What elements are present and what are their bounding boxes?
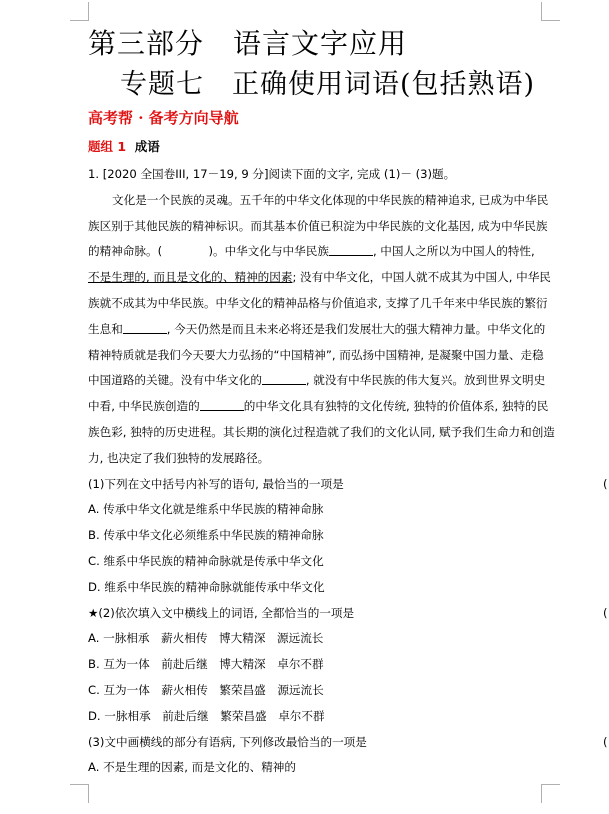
passage-line	[88, 394, 558, 420]
passage-text: 中国道路的关键。没有中华文化的	[88, 373, 262, 388]
answer-option: B. 传承中华文化必须维系中华民族的精神命脉	[88, 528, 324, 543]
passage-line	[88, 446, 558, 472]
group-topic: 成语	[134, 139, 160, 154]
answer-option: D. 维系中华民族的精神命脉就能传承中华文化	[88, 579, 325, 594]
question-text: (1)下列在文中括号内补写的语句, 最恰当的一项是	[88, 476, 344, 491]
passage-text: 的精神命脉。( )。中华文化与中华民族	[88, 244, 329, 259]
answer-option: C. 互为一体 薪火相传 繁荣昌盛 源远流长	[88, 682, 324, 697]
passage-text: , 今天仍然是而且未来必将还是我们发展壮大的强大精神力量。中华文化的	[166, 321, 546, 336]
passage-line	[88, 265, 558, 291]
passage-text: 精神特质就是我们今天要大力弘扬的“中国精神”, 而弘扬中国精神, 是凝聚中国力量、走稳	[88, 347, 544, 362]
page-corner-mark	[70, 784, 89, 803]
question-stem	[88, 472, 608, 498]
chapter-title: 专题七 正确使用词语(包括熟语)	[120, 69, 536, 100]
answer-option: D. 一脉相承 前赴后继 繁荣昌盛 卓尔不群	[88, 708, 325, 723]
group-label: 题组 1	[88, 139, 127, 154]
answer-option: A. 传承中华文化就是维系中华民族的精神命脉	[88, 502, 324, 517]
passage-line	[88, 214, 558, 240]
passage-line	[88, 188, 558, 214]
passage-text: 力, 也决定了我们独特的发展路径。	[88, 450, 270, 465]
page-corner-mark	[541, 784, 560, 803]
passage-text: ; 没有中华文化，中国人就不成其为中国人, 中华民	[292, 270, 551, 285]
passage-text: 族区别于其他民族的精神标识。而其基本价值已积淀为中华民族的文化基因, 成为中华民族	[88, 218, 548, 233]
passage-text: 族色彩, 独特的历史进程。其长期的演化过程造就了我们的文化认同, 赋予我们生命力和创造	[88, 424, 555, 439]
passage-text: , 就没有中华民族的伟大复兴。放到世界文明史	[305, 373, 546, 388]
passage-line	[88, 291, 558, 317]
question-stem	[88, 601, 608, 627]
passage-line	[88, 239, 558, 265]
passage-text: 的中华文化具有独特的文化传统, 独特的价值体系, 独特的民	[243, 399, 549, 414]
answer-bracket: (	[603, 605, 608, 620]
answer-bracket: (	[603, 734, 608, 749]
passage-line	[88, 420, 558, 446]
fill-blank	[123, 319, 167, 334]
passage-text: 文化是一个民族的灵魂。五千年的中华文化体现的中华民族的精神追求, 已成为中华民	[112, 192, 549, 207]
passage-text: 族就不成其为中华民族。中华文化的精神品格与价值追求, 支撑了几千年来中华民族的繁衍	[88, 295, 548, 310]
question-stem	[88, 730, 608, 756]
part-title: 第三部分 语言文字应用	[88, 27, 408, 60]
document-body	[88, 162, 608, 781]
question-intro: 1. [2020 全国卷III, 17－19, 9 分]阅读下面的文字, 完成 (1)－ (3)题。	[88, 167, 456, 181]
fill-blank	[329, 241, 373, 256]
passage-line	[88, 317, 558, 343]
fill-blank	[262, 370, 306, 385]
question-text: ★(2)依次填入文中横线上的词语, 全都恰当的一项是	[88, 605, 355, 620]
passage-line	[88, 343, 558, 369]
passage-text: 生息和	[88, 321, 123, 336]
fill-blank	[200, 396, 244, 411]
passage-line	[88, 368, 558, 394]
underlined-sentence: 不是生理的, 而且是文化的、精神的因素	[88, 270, 293, 285]
question-text: (3)文中画横线的部分有语病, 下列修改最恰当的一项是	[88, 734, 367, 749]
passage-text: 中看, 中华民族创造的	[88, 399, 200, 414]
section-heading: 高考帮 · 备考方向导航	[88, 109, 239, 127]
page-corner-mark	[541, 2, 560, 21]
group-heading	[88, 137, 160, 155]
page-corner-mark	[70, 2, 89, 21]
answer-option: A. 不是生理的因素, 而是文化的、精神的	[88, 760, 296, 775]
answer-option: C. 维系中华民族的精神命脉就是传承中华文化	[88, 553, 324, 568]
answer-option: B. 互为一体 前赴后继 博大精深 卓尔不群	[88, 657, 324, 672]
answer-bracket: (	[603, 476, 608, 491]
answer-option: A. 一脉相承 薪火相传 博大精深 源远流长	[88, 631, 324, 646]
passage-text: , 中国人之所以为中国人的特性,	[372, 244, 535, 259]
